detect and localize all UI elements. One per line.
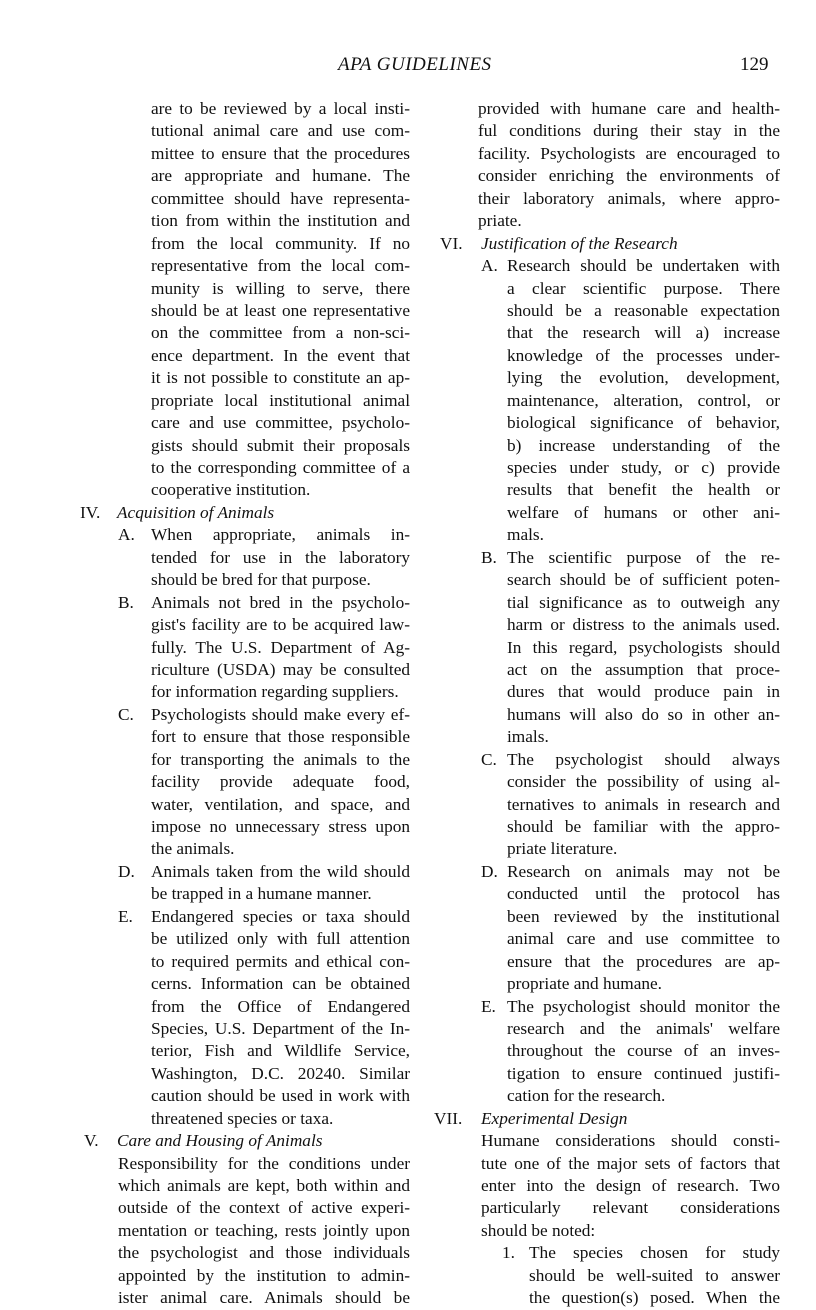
left-continuation-paragraph	[80, 98, 410, 502]
item-letter: E.	[481, 996, 496, 1016]
text-line: consider enriching the environments of	[478, 166, 780, 186]
text-line: tion from within the institution and	[151, 211, 410, 231]
right-column	[434, 98, 780, 1310]
text-line: The psychologist should monitor the	[507, 996, 780, 1016]
text-line: tial significance as to outweigh any	[507, 592, 780, 612]
list-item	[440, 996, 780, 1108]
text-line: on the committee from a non-sci-	[151, 323, 410, 343]
text-line: When appropriate, animals in-	[151, 525, 410, 545]
text-line: lying the evolution, development,	[507, 368, 780, 388]
text-line: appointed by the institution to admin-	[118, 1265, 410, 1285]
list-item	[440, 547, 780, 749]
text-line: tigation to ensure continued justifi-	[507, 1063, 780, 1083]
section-heading	[440, 233, 780, 255]
text-line: a clear scientific purpose. There	[507, 278, 780, 298]
text-line: gists should submit their proposals	[151, 435, 410, 455]
item-letter: B.	[118, 592, 134, 612]
text-line: representative from the local com-	[151, 256, 410, 276]
item-letter: D.	[118, 861, 135, 881]
text-line: mentation or teaching, rests jointly upon	[118, 1220, 410, 1240]
list-item	[440, 255, 780, 547]
text-line: The species chosen for study	[529, 1243, 780, 1263]
text-line: to required permits and ethical con-	[151, 951, 410, 971]
text-line: should be familiar with the appro-	[507, 817, 780, 836]
text-line: are to be reviewed by a local insti-	[151, 99, 410, 118]
text-line: The scientific purpose of the re-	[507, 547, 780, 567]
list-item	[80, 704, 410, 861]
list-item	[80, 906, 410, 1130]
text-line: which animals are kept, both within and	[118, 1176, 410, 1195]
text-line: to the corresponding committee of a	[151, 458, 410, 477]
text-line: results that benefit the health or	[507, 480, 780, 500]
text-line: been reviewed by the institutional	[507, 906, 780, 926]
text-line: should be well-suited to answer	[529, 1265, 780, 1285]
text-line: species under study, or c) provide	[507, 458, 780, 477]
text-line: it is not possible to constitute an ap-	[151, 368, 410, 388]
text-line: In this regard, psychologists should	[507, 637, 780, 657]
text-line: enter into the design of research. Two	[481, 1176, 780, 1195]
item-number: 1.	[502, 1243, 515, 1263]
text-line: Animals taken from the wild should	[151, 861, 410, 881]
section-title: Experimental Design	[481, 1108, 628, 1128]
text-line: biological significance of behavior,	[507, 413, 780, 433]
text-line: knowledge of the processes under-	[507, 345, 780, 365]
text-line: riculture (USDA) may be consulted	[151, 659, 410, 679]
text-line: water, ventilation, and space, and	[151, 794, 410, 814]
text-line: fully. The U.S. Department of Ag-	[151, 637, 410, 657]
text-line: throughout the course of an inves-	[507, 1041, 780, 1061]
text-line: outside of the context of active experi-	[118, 1198, 410, 1218]
text-line: are appropriate and humane. The	[151, 166, 410, 186]
item-letter: C.	[481, 749, 497, 769]
text-line: search should be of sufficient poten-	[507, 570, 780, 590]
text-line: mittee to ensure that the procedures	[151, 143, 410, 163]
text-line: from the Office of Endangered	[151, 996, 410, 1016]
text-line: be utilized only with full attention	[151, 929, 410, 949]
text-line: Washington, D.C. 20240. Similar	[151, 1063, 410, 1083]
text-line: imals.	[507, 727, 549, 747]
section-heading	[434, 1108, 780, 1130]
text-line: ternatives to animals in research and	[507, 794, 780, 814]
text-line: consider the possibility of using al-	[507, 772, 780, 792]
left-column	[80, 98, 410, 1310]
text-line: animal care and use committee to	[507, 929, 780, 949]
item-letter: E.	[118, 906, 133, 926]
text-line: cooperative institution.	[151, 480, 311, 500]
section-heading	[80, 502, 410, 524]
text-line: care and use committee, psycholo-	[151, 413, 410, 433]
list-item	[440, 861, 780, 996]
text-line: tute one of the major sets of factors that	[481, 1153, 780, 1173]
text-line: propriate and humane.	[507, 974, 662, 994]
text-line: conducted until the protocol has	[507, 884, 780, 904]
text-line: maintenance, alteration, control, or	[507, 390, 780, 410]
running-head	[0, 54, 816, 82]
text-line: the animals.	[151, 839, 235, 859]
text-line: Humane considerations should consti-	[481, 1131, 780, 1151]
text-line: humans will also do so in other an-	[507, 704, 780, 724]
text-line: that the research will a) increase	[507, 323, 780, 343]
item-letter: D.	[481, 861, 498, 881]
right-continuation-paragraph	[440, 98, 780, 233]
section-numeral: VII.	[434, 1108, 463, 1128]
text-line: dures that would produce pain in	[507, 682, 780, 702]
text-line: should be at least one representative	[151, 300, 410, 320]
text-line: priate literature.	[507, 839, 618, 859]
text-line: facility. Psychologists are encouraged to	[478, 143, 780, 163]
text-line: terior, Fish and Wildlife Service,	[151, 1041, 410, 1061]
text-line: Research on animals may not be	[507, 861, 780, 881]
text-line: from the local community. If no	[151, 233, 410, 253]
page-number: 129	[740, 54, 769, 75]
item-letter: C.	[118, 704, 134, 724]
text-line: ensure that the procedures are ap-	[507, 951, 780, 971]
text-line: Psychologists should make every ef-	[151, 704, 410, 724]
text-line: research and the animals' welfare	[507, 1018, 780, 1038]
text-line: Animals not bred in the psycholo-	[151, 592, 410, 612]
section-v	[80, 1130, 410, 1310]
section-heading	[80, 1130, 410, 1152]
section-title: Acquisition of Animals	[117, 502, 275, 522]
text-line: priate.	[478, 211, 522, 231]
text-line: Endangered species or taxa should	[151, 906, 410, 926]
list-item	[80, 524, 410, 591]
text-line: Species, U.S. Department of the In-	[151, 1018, 410, 1038]
text-line: particularly relevant considerations	[481, 1198, 780, 1218]
list-item	[80, 861, 410, 906]
text-line: ister animal care. Animals should be	[118, 1288, 410, 1308]
section-iv	[80, 502, 410, 1130]
text-line: cerns. Information can be obtained	[151, 974, 410, 994]
section-vi	[440, 233, 780, 1108]
text-line: for transporting the animals to the	[151, 749, 410, 769]
text-line: b) increase understanding of the	[507, 435, 780, 455]
text-line: cation for the research.	[507, 1086, 666, 1106]
text-line: their laboratory animals, where appro-	[478, 188, 780, 208]
running-head-title: APA GUIDELINES	[338, 54, 492, 75]
text-line: fort to ensure that those responsible	[151, 727, 410, 747]
text-line: provided with humane care and health-	[478, 99, 780, 118]
text-line: The psychologist should always	[507, 749, 780, 769]
text-line: should be noted:	[481, 1220, 596, 1240]
text-line: for information regarding suppliers.	[151, 682, 399, 702]
text-line: the psychologist and those individuals	[118, 1243, 410, 1263]
text-line: ence department. In the event that	[151, 345, 410, 365]
text-line: Research should be undertaken with	[507, 256, 780, 276]
section-title: Care and Housing of Animals	[117, 1131, 323, 1151]
section-numeral: IV.	[80, 502, 101, 522]
text-line: committee should have representa-	[151, 188, 410, 208]
text-line: caution should be used in work with	[151, 1086, 410, 1106]
list-item	[440, 749, 780, 861]
item-letter: B.	[481, 547, 497, 567]
text-line: welfare of humans or other ani-	[507, 502, 780, 522]
item-letter: A.	[118, 525, 135, 545]
text-line: tutional animal care and use com-	[151, 121, 410, 141]
text-line: the question(s) posed. When the	[529, 1288, 780, 1308]
section-title: Justification of the Research	[481, 233, 678, 253]
text-line: mals.	[507, 525, 544, 545]
text-line: gist's facility are to be acquired law-	[151, 615, 410, 635]
text-line: propriate local institutional animal	[151, 390, 410, 410]
text-line: ful conditions during their stay in the	[478, 121, 780, 141]
text-line: impose no unnecessary stress upon	[151, 817, 410, 836]
numbered-item	[440, 1242, 780, 1309]
text-line: facility provide adequate food,	[151, 772, 410, 792]
text-line: harm or distress to the animals used.	[507, 615, 780, 635]
text-line: tended for use in the laboratory	[151, 547, 410, 567]
text-line: be trapped in a humane manner.	[151, 884, 372, 904]
text-line: munity is willing to serve, there	[151, 278, 410, 298]
item-letter: A.	[481, 256, 498, 276]
section-numeral: VI.	[440, 233, 463, 253]
text-line: Responsibility for the conditions under	[118, 1153, 410, 1173]
text-line: should be a reasonable expectation	[507, 300, 780, 320]
text-line: act on the assumption that proce-	[507, 659, 780, 679]
section-numeral: V.	[84, 1131, 99, 1151]
text-line: threatened species or taxa.	[151, 1108, 334, 1128]
list-item	[80, 592, 410, 704]
text-line: should be bred for that purpose.	[151, 570, 371, 590]
